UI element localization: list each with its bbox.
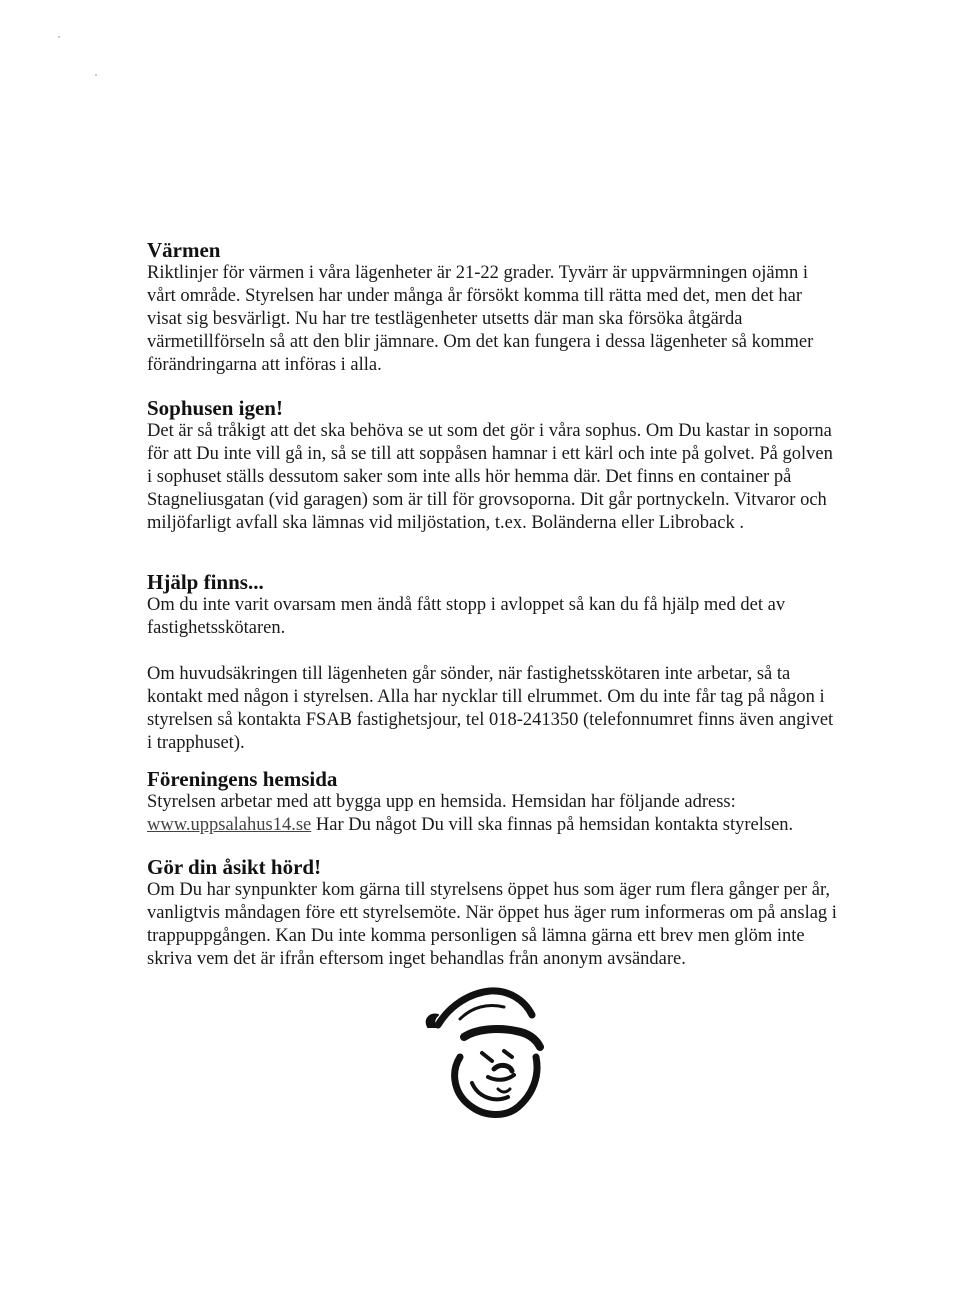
section-body: Om du inte varit ovarsam men ändå fått stopp i avloppet så kan du få hjälp med det av fastighetsskötaren. bbox=[147, 595, 786, 638]
section-body: Om Du har synpunkter kom gärna till styrelsens öppet hus som äger rum flera gånger per år, vanligtvis måndagen före ett styrelsemöte. När öppet hus äger rum informeras om på anslag i trappuppgången. Kan Du inte komma personligen så lämna gärna ett brev men glöm inte skriva vem det är ifrån eftersom inget behandlas från anonym avsändare. bbox=[147, 880, 837, 969]
section-hjalp bbox=[147, 570, 837, 755]
section-body: Riktlinjer för värmen i våra lägenheter är 21-22 grader. Tyvärr är uppvärmningen ojämn i vårt område. Styrelsen har under många år försökt komma till rätta med det, men det har visat sig besvärligt. Nu har tre testlägenheter utsetts där man ska försöka åtgärda värmetillförseln så att den blir jämnare. Om det kan fungera i dessa lägenheter så kommer förändringarna att införas i alla. bbox=[147, 263, 814, 375]
section-heading: Gör din åsikt hörd! bbox=[147, 855, 322, 879]
section-hemsida bbox=[147, 767, 837, 837]
scan-speck bbox=[95, 74, 97, 76]
section-heading: Föreningens hemsida bbox=[147, 767, 338, 791]
section-asikt bbox=[147, 855, 837, 971]
section-heading: Sophusen igen! bbox=[147, 396, 283, 420]
scan-speck bbox=[58, 36, 60, 38]
section-heading: Värmen bbox=[147, 238, 221, 262]
section-sophusen bbox=[147, 396, 837, 535]
section-body bbox=[147, 791, 837, 837]
body-intro: Styrelsen arbetar med att bygga upp en hemsida. Hemsidan har följande adress: bbox=[147, 792, 736, 812]
section-body: Om huvudsäkringen till lägenheten går sönder, när fastighetsskötaren inte arbetar, så ta kontakt med någon i styrelsen. Alla har nycklar till elrummet. Om du inte får tag på någon i styrelsen så kontakta FSAB fastighetsjour, tel 018-241350 (telefonnumret finns även angivet i trapphuset). bbox=[147, 664, 834, 753]
website-link[interactable]: www.uppsalahus14.se bbox=[147, 815, 312, 835]
santa-head-icon bbox=[420, 985, 560, 1125]
body-after: Har Du något Du vill ska finnas på hemsidan kontakta styrelsen. bbox=[311, 815, 794, 835]
section-body: Det är så tråkigt att det ska behöva se ut som det gör i våra sophus. Om Du kastar in soporna för att Du inte vill gå in, så se till att soppåsen hamnar i ett kärl och inte på golvet. På golven i sophuset ställs dessutom saker som inte alls hör hemma där. Det finns en container på Stagneliusgatan (vid garagen) som är till för grovsoporna. Dit går portnyckeln. Vitvaror och miljöfarligt avfall ska lämnas vid miljöstation, t.ex. Boländerna eller Libroback . bbox=[147, 421, 833, 533]
section-varmen bbox=[147, 238, 837, 377]
section-heading: Hjälp finns... bbox=[147, 570, 264, 594]
